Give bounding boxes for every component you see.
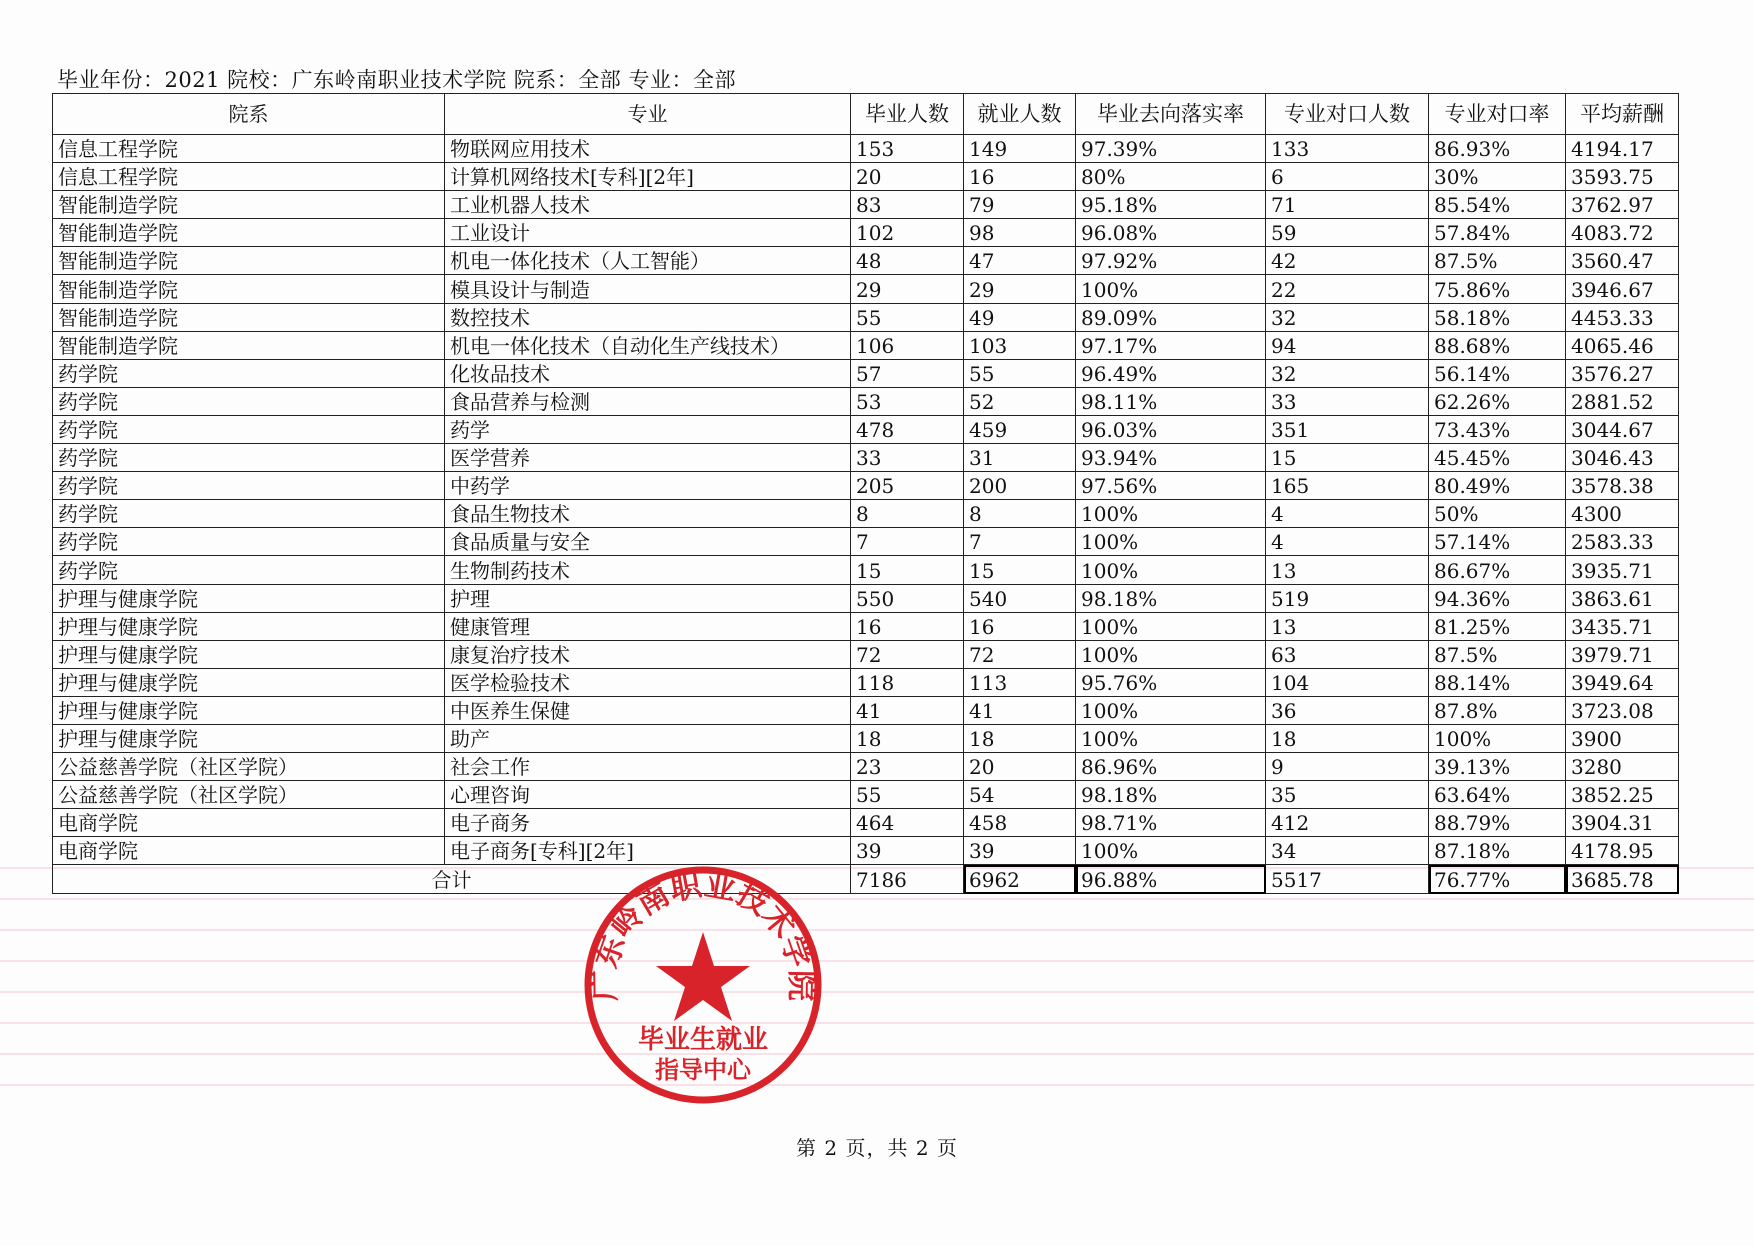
cell-department: 信息工程学院 [53, 163, 445, 191]
cell-major: 医学营养 [445, 444, 851, 472]
cell-average-salary: 4194.17 [1566, 135, 1679, 163]
cell-employed: 200 [964, 472, 1076, 500]
cell-department: 护理与健康学院 [53, 584, 445, 612]
table-row [53, 668, 1679, 696]
cell-placement-rate: 100% [1076, 275, 1266, 303]
cell-matched-rate: 39.13% [1429, 753, 1566, 781]
cell-matched-rate: 62.26% [1429, 387, 1566, 415]
cell-graduates: 464 [851, 809, 964, 837]
column-header-major: 专业 [445, 94, 851, 135]
cell-average-salary: 3044.67 [1566, 415, 1679, 443]
cell-matched-rate: 94.36% [1429, 584, 1566, 612]
cell-department: 智能制造学院 [53, 275, 445, 303]
column-header-average-salary: 平均薪酬 [1566, 94, 1679, 135]
cell-average-salary: 3946.67 [1566, 275, 1679, 303]
cell-matched-count: 59 [1266, 219, 1429, 247]
cell-employed: 47 [964, 247, 1076, 275]
cell-matched-count: 351 [1266, 415, 1429, 443]
cell-department: 公益慈善学院（社区学院） [53, 781, 445, 809]
cell-department: 护理与健康学院 [53, 668, 445, 696]
cell-department: 护理与健康学院 [53, 612, 445, 640]
cell-employed: 79 [964, 191, 1076, 219]
cell-average-salary: 3280 [1566, 753, 1679, 781]
cell-matched-rate: 100% [1429, 724, 1566, 752]
cell-placement-rate: 96.03% [1076, 415, 1266, 443]
cell-major: 医学检验技术 [445, 668, 851, 696]
table-row [53, 444, 1679, 472]
cell-major: 食品质量与安全 [445, 528, 851, 556]
cell-matched-count: 32 [1266, 359, 1429, 387]
cell-average-salary: 3723.08 [1566, 696, 1679, 724]
cell-placement-rate: 97.92% [1076, 247, 1266, 275]
cell-employed: 41 [964, 696, 1076, 724]
cell-graduates: 478 [851, 415, 964, 443]
cell-graduates: 83 [851, 191, 964, 219]
cell-major: 助产 [445, 724, 851, 752]
report-filter-header: 毕业年份：2021 院校：广东岭南职业技术学院 院系：全部 专业：全部 [57, 68, 736, 92]
cell-graduates: 8 [851, 500, 964, 528]
cell-placement-rate: 100% [1076, 724, 1266, 752]
cell-matched-count: 22 [1266, 275, 1429, 303]
total-matched-rate: 76.77% [1429, 865, 1566, 894]
cell-major: 机电一体化技术（自动化生产线技术） [445, 331, 851, 359]
cell-major: 康复治疗技术 [445, 640, 851, 668]
page-number-footer: 第 2 页，共 2 页 [796, 1136, 958, 1160]
cell-graduates: 16 [851, 612, 964, 640]
cell-average-salary: 3979.71 [1566, 640, 1679, 668]
cell-matched-rate: 87.18% [1429, 837, 1566, 865]
cell-employed: 15 [964, 556, 1076, 584]
table-row [53, 415, 1679, 443]
cell-matched-rate: 75.86% [1429, 275, 1566, 303]
cell-matched-rate: 81.25% [1429, 612, 1566, 640]
cell-department: 智能制造学院 [53, 331, 445, 359]
cell-average-salary: 4178.95 [1566, 837, 1679, 865]
total-graduates: 7186 [851, 865, 964, 894]
cell-major: 生物制药技术 [445, 556, 851, 584]
cell-average-salary: 3904.31 [1566, 809, 1679, 837]
cell-graduates: 118 [851, 668, 964, 696]
cell-matched-rate: 57.14% [1429, 528, 1566, 556]
stamp-line2: 指导中心 [655, 1056, 751, 1084]
total-label: 合计 [53, 865, 851, 894]
cell-matched-count: 71 [1266, 191, 1429, 219]
table-row [53, 781, 1679, 809]
cell-major: 物联网应用技术 [445, 135, 851, 163]
cell-department: 智能制造学院 [53, 303, 445, 331]
cell-department: 药学院 [53, 500, 445, 528]
table-row [53, 612, 1679, 640]
cell-placement-rate: 98.18% [1076, 584, 1266, 612]
cell-average-salary: 4065.46 [1566, 331, 1679, 359]
cell-average-salary: 3863.61 [1566, 584, 1679, 612]
cell-average-salary: 3576.27 [1566, 359, 1679, 387]
stamp-star-icon [656, 932, 750, 1021]
cell-employed: 149 [964, 135, 1076, 163]
cell-matched-count: 33 [1266, 387, 1429, 415]
cell-department: 信息工程学院 [53, 135, 445, 163]
cell-average-salary: 3593.75 [1566, 163, 1679, 191]
cell-major: 心理咨询 [445, 781, 851, 809]
cell-matched-rate: 88.79% [1429, 809, 1566, 837]
column-header-placement-rate: 毕业去向落实率 [1076, 94, 1266, 135]
table-row [53, 584, 1679, 612]
cell-matched-count: 32 [1266, 303, 1429, 331]
cell-major: 中药学 [445, 472, 851, 500]
total-average-salary: 3685.78 [1566, 865, 1679, 894]
cell-employed: 72 [964, 640, 1076, 668]
cell-matched-rate: 45.45% [1429, 444, 1566, 472]
cell-placement-rate: 96.49% [1076, 359, 1266, 387]
cell-matched-rate: 30% [1429, 163, 1566, 191]
cell-employed: 16 [964, 163, 1076, 191]
cell-employed: 103 [964, 331, 1076, 359]
cell-placement-rate: 100% [1076, 500, 1266, 528]
cell-graduates: 29 [851, 275, 964, 303]
cell-matched-rate: 58.18% [1429, 303, 1566, 331]
cell-major: 电子商务 [445, 809, 851, 837]
cell-placement-rate: 98.18% [1076, 781, 1266, 809]
cell-department: 电商学院 [53, 837, 445, 865]
cell-matched-count: 13 [1266, 612, 1429, 640]
cell-employed: 113 [964, 668, 1076, 696]
cell-matched-rate: 85.54% [1429, 191, 1566, 219]
table-row [53, 724, 1679, 752]
cell-average-salary: 3900 [1566, 724, 1679, 752]
cell-placement-rate: 100% [1076, 612, 1266, 640]
table-row [53, 837, 1679, 865]
cell-matched-count: 4 [1266, 528, 1429, 556]
cell-graduates: 153 [851, 135, 964, 163]
cell-matched-rate: 73.43% [1429, 415, 1566, 443]
stamp-line1: 毕业生就业 [637, 1025, 769, 1055]
cell-major: 计算机网络技术[专科][2年] [445, 163, 851, 191]
cell-graduates: 23 [851, 753, 964, 781]
cell-department: 药学院 [53, 528, 445, 556]
cell-matched-rate: 88.14% [1429, 668, 1566, 696]
cell-matched-count: 104 [1266, 668, 1429, 696]
cell-placement-rate: 97.17% [1076, 331, 1266, 359]
cell-employed: 459 [964, 415, 1076, 443]
cell-major: 数控技术 [445, 303, 851, 331]
cell-department: 药学院 [53, 359, 445, 387]
cell-graduates: 53 [851, 387, 964, 415]
cell-matched-count: 35 [1266, 781, 1429, 809]
cell-major: 中医养生保健 [445, 696, 851, 724]
cell-graduates: 57 [851, 359, 964, 387]
column-header-matched-count: 专业对口人数 [1266, 94, 1429, 135]
cell-placement-rate: 98.71% [1076, 809, 1266, 837]
table-row [53, 191, 1679, 219]
table-row [53, 163, 1679, 191]
cell-major: 食品生物技术 [445, 500, 851, 528]
cell-employed: 52 [964, 387, 1076, 415]
official-seal-stamp [578, 860, 828, 1110]
cell-matched-rate: 80.49% [1429, 472, 1566, 500]
total-placement-rate: 96.88% [1076, 865, 1266, 894]
cell-employed: 540 [964, 584, 1076, 612]
cell-matched-count: 63 [1266, 640, 1429, 668]
table-row [53, 275, 1679, 303]
cell-matched-count: 133 [1266, 135, 1429, 163]
cell-average-salary: 3852.25 [1566, 781, 1679, 809]
cell-average-salary: 4083.72 [1566, 219, 1679, 247]
cell-graduates: 48 [851, 247, 964, 275]
cell-graduates: 39 [851, 837, 964, 865]
cell-matched-count: 519 [1266, 584, 1429, 612]
cell-matched-count: 36 [1266, 696, 1429, 724]
cell-matched-count: 94 [1266, 331, 1429, 359]
total-matched-count: 5517 [1266, 865, 1429, 894]
table-row [53, 303, 1679, 331]
cell-employed: 20 [964, 753, 1076, 781]
table-row [53, 809, 1679, 837]
cell-matched-rate: 57.84% [1429, 219, 1566, 247]
cell-major: 电子商务[专科][2年] [445, 837, 851, 865]
cell-graduates: 20 [851, 163, 964, 191]
cell-matched-count: 13 [1266, 556, 1429, 584]
cell-placement-rate: 100% [1076, 556, 1266, 584]
cell-matched-count: 18 [1266, 724, 1429, 752]
cell-placement-rate: 96.08% [1076, 219, 1266, 247]
cell-employed: 98 [964, 219, 1076, 247]
cell-department: 药学院 [53, 415, 445, 443]
table-row [53, 528, 1679, 556]
cell-average-salary: 3578.38 [1566, 472, 1679, 500]
cell-matched-rate: 88.68% [1429, 331, 1566, 359]
cell-major: 工业设计 [445, 219, 851, 247]
table-row [53, 500, 1679, 528]
cell-department: 智能制造学院 [53, 191, 445, 219]
cell-graduates: 15 [851, 556, 964, 584]
cell-placement-rate: 100% [1076, 640, 1266, 668]
cell-average-salary: 3435.71 [1566, 612, 1679, 640]
cell-graduates: 550 [851, 584, 964, 612]
cell-matched-count: 412 [1266, 809, 1429, 837]
cell-placement-rate: 100% [1076, 696, 1266, 724]
cell-matched-rate: 63.64% [1429, 781, 1566, 809]
cell-placement-rate: 97.39% [1076, 135, 1266, 163]
cell-placement-rate: 100% [1076, 528, 1266, 556]
table-row [53, 753, 1679, 781]
cell-placement-rate: 93.94% [1076, 444, 1266, 472]
cell-matched-count: 4 [1266, 500, 1429, 528]
cell-matched-rate: 87.8% [1429, 696, 1566, 724]
cell-major: 护理 [445, 584, 851, 612]
cell-matched-rate: 86.67% [1429, 556, 1566, 584]
cell-employed: 7 [964, 528, 1076, 556]
cell-placement-rate: 95.18% [1076, 191, 1266, 219]
cell-department: 护理与健康学院 [53, 640, 445, 668]
cell-employed: 49 [964, 303, 1076, 331]
cell-major: 食品营养与检测 [445, 387, 851, 415]
table-header-row [53, 94, 1679, 135]
cell-department: 智能制造学院 [53, 247, 445, 275]
cell-average-salary: 2583.33 [1566, 528, 1679, 556]
cell-average-salary: 3046.43 [1566, 444, 1679, 472]
cell-employed: 458 [964, 809, 1076, 837]
cell-matched-count: 34 [1266, 837, 1429, 865]
cell-graduates: 55 [851, 781, 964, 809]
cell-average-salary: 3949.64 [1566, 668, 1679, 696]
cell-matched-rate: 56.14% [1429, 359, 1566, 387]
column-header-graduates: 毕业人数 [851, 94, 964, 135]
cell-graduates: 72 [851, 640, 964, 668]
cell-graduates: 33 [851, 444, 964, 472]
employment-stats-table [52, 93, 1679, 894]
column-header-employed: 就业人数 [964, 94, 1076, 135]
cell-employed: 29 [964, 275, 1076, 303]
cell-graduates: 55 [851, 303, 964, 331]
cell-average-salary: 4453.33 [1566, 303, 1679, 331]
cell-employed: 39 [964, 837, 1076, 865]
cell-matched-count: 6 [1266, 163, 1429, 191]
total-employed: 6962 [964, 865, 1076, 894]
cell-graduates: 205 [851, 472, 964, 500]
cell-matched-count: 9 [1266, 753, 1429, 781]
cell-graduates: 41 [851, 696, 964, 724]
cell-average-salary: 3560.47 [1566, 247, 1679, 275]
table-row [53, 387, 1679, 415]
cell-major: 社会工作 [445, 753, 851, 781]
cell-employed: 18 [964, 724, 1076, 752]
cell-employed: 8 [964, 500, 1076, 528]
column-header-matched-rate: 专业对口率 [1429, 94, 1566, 135]
cell-placement-rate: 89.09% [1076, 303, 1266, 331]
cell-major: 药学 [445, 415, 851, 443]
cell-average-salary: 2881.52 [1566, 387, 1679, 415]
cell-major: 化妆品技术 [445, 359, 851, 387]
table-row [53, 472, 1679, 500]
table-row [53, 219, 1679, 247]
table-row [53, 696, 1679, 724]
cell-major: 机电一体化技术（人工智能） [445, 247, 851, 275]
table-row [53, 556, 1679, 584]
cell-matched-count: 165 [1266, 472, 1429, 500]
table-total-row [53, 865, 1679, 894]
cell-department: 药学院 [53, 387, 445, 415]
cell-average-salary: 4300 [1566, 500, 1679, 528]
cell-employed: 31 [964, 444, 1076, 472]
cell-graduates: 106 [851, 331, 964, 359]
cell-department: 药学院 [53, 444, 445, 472]
cell-matched-rate: 50% [1429, 500, 1566, 528]
cell-graduates: 7 [851, 528, 964, 556]
cell-employed: 54 [964, 781, 1076, 809]
cell-major: 工业机器人技术 [445, 191, 851, 219]
table-row [53, 331, 1679, 359]
cell-average-salary: 3762.97 [1566, 191, 1679, 219]
cell-matched-rate: 86.93% [1429, 135, 1566, 163]
cell-employed: 16 [964, 612, 1076, 640]
table-row [53, 247, 1679, 275]
cell-matched-count: 15 [1266, 444, 1429, 472]
cell-matched-rate: 87.5% [1429, 247, 1566, 275]
cell-department: 护理与健康学院 [53, 724, 445, 752]
cell-department: 智能制造学院 [53, 219, 445, 247]
column-header-department: 院系 [53, 94, 445, 135]
table-row [53, 359, 1679, 387]
cell-major: 健康管理 [445, 612, 851, 640]
cell-matched-count: 42 [1266, 247, 1429, 275]
cell-matched-rate: 87.5% [1429, 640, 1566, 668]
cell-graduates: 102 [851, 219, 964, 247]
cell-department: 药学院 [53, 472, 445, 500]
cell-employed: 55 [964, 359, 1076, 387]
cell-department: 公益慈善学院（社区学院） [53, 753, 445, 781]
cell-placement-rate: 86.96% [1076, 753, 1266, 781]
table-row [53, 135, 1679, 163]
cell-placement-rate: 80% [1076, 163, 1266, 191]
cell-department: 药学院 [53, 556, 445, 584]
cell-major: 模具设计与制造 [445, 275, 851, 303]
table-row [53, 640, 1679, 668]
cell-department: 电商学院 [53, 809, 445, 837]
cell-placement-rate: 100% [1076, 837, 1266, 865]
cell-department: 护理与健康学院 [53, 696, 445, 724]
cell-placement-rate: 98.11% [1076, 387, 1266, 415]
cell-placement-rate: 95.76% [1076, 668, 1266, 696]
cell-placement-rate: 97.56% [1076, 472, 1266, 500]
stamp-arc-text: 广东岭南职业技术学院 [586, 867, 820, 1002]
cell-graduates: 18 [851, 724, 964, 752]
cell-average-salary: 3935.71 [1566, 556, 1679, 584]
